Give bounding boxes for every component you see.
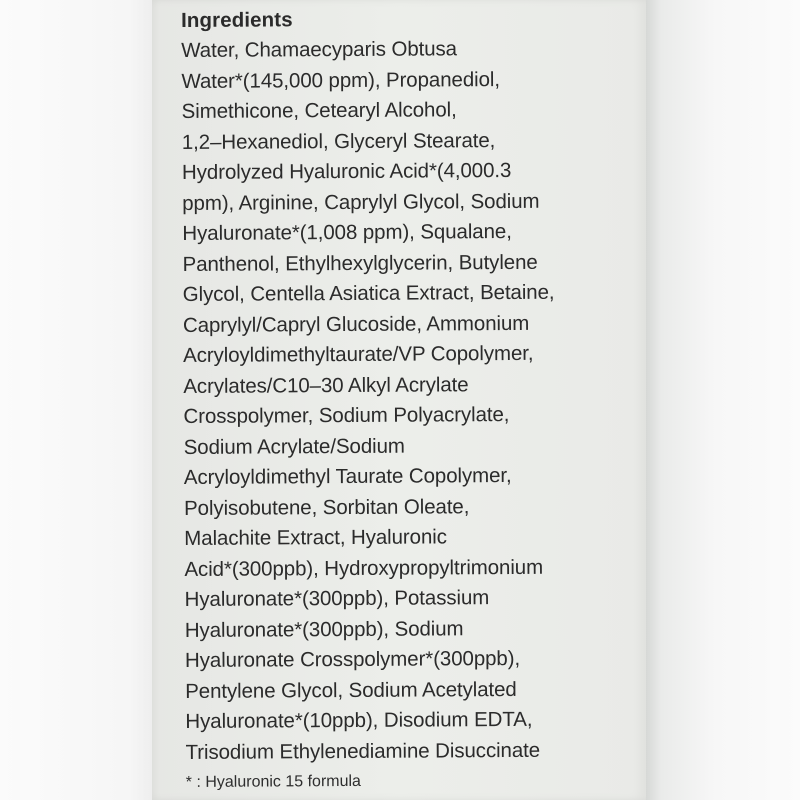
ingredient-line: Hyaluronate*(300ppb), Potassium (184, 586, 490, 611)
ingredient-line: 1,2–Hexanediol, Glyceryl Stearate, (181, 128, 496, 154)
ingredient-line: Hyaluronate*(300ppb), Sodium (184, 616, 464, 642)
ingredient-line: Acrylates/C10–30 Alkyl Acrylate (183, 372, 469, 398)
ingredient-line: Hyaluronate*(10ppb), Disodium EDTA, (185, 707, 533, 733)
ingredient-line: Acid*(300ppb), Hydroxypropyltrimonium (184, 555, 544, 581)
footnote: * : Hyaluronic 15 formula (185, 772, 361, 791)
ingredient-line: Caprylyl/Capryl Glucoside, Ammonium (182, 311, 530, 337)
ingredient-line: Water, Chamaecyparis Obtusa (181, 37, 458, 62)
ingredient-line: Crosspolymer, Sodium Polyacrylate, (183, 403, 510, 428)
ingredient-line: ppm), Arginine, Caprylyl Glycol, Sodium (182, 189, 540, 215)
ingredient-line: Pentylene Glycol, Sodium Acetylated (185, 677, 517, 703)
ingredient-line: Sodium Acrylate/Sodium (183, 434, 405, 459)
ingredient-line: Hyaluronate Crosspolymer*(300ppb), (184, 646, 521, 672)
ingredients-heading: Ingredients (181, 8, 293, 32)
ingredient-line: Polyisobutene, Sorbitan Oleate, (183, 494, 470, 520)
ingredient-line: Panthenol, Ethylhexylglycerin, Butylene (182, 250, 538, 276)
ingredient-line: Water*(145,000 ppm), Propanediol, (181, 67, 500, 93)
ingredient-line: Acryloyldimethyltaurate/VP Copolymer, (183, 341, 534, 367)
ingredient-line: Trisodium Ethylenediamine Disuccinate (185, 738, 541, 764)
background-right (646, 0, 800, 800)
background-left (0, 0, 152, 800)
ingredient-line: Glycol, Centella Asiatica Extract, Betaine, (182, 280, 555, 306)
ingredient-line: Acryloyldimethyl Taurate Copolymer, (183, 463, 512, 489)
ingredient-line: Simethicone, Cetearyl Alcohol, (181, 98, 457, 123)
ingredients-block (181, 3, 658, 794)
ingredient-line: Malachite Extract, Hyaluronic (184, 525, 447, 550)
ingredient-line: Hyaluronate*(1,008 ppm), Squalane, (182, 219, 512, 245)
ingredient-line: Hydrolyzed Hyaluronic Acid*(4,000.3 (181, 158, 512, 184)
